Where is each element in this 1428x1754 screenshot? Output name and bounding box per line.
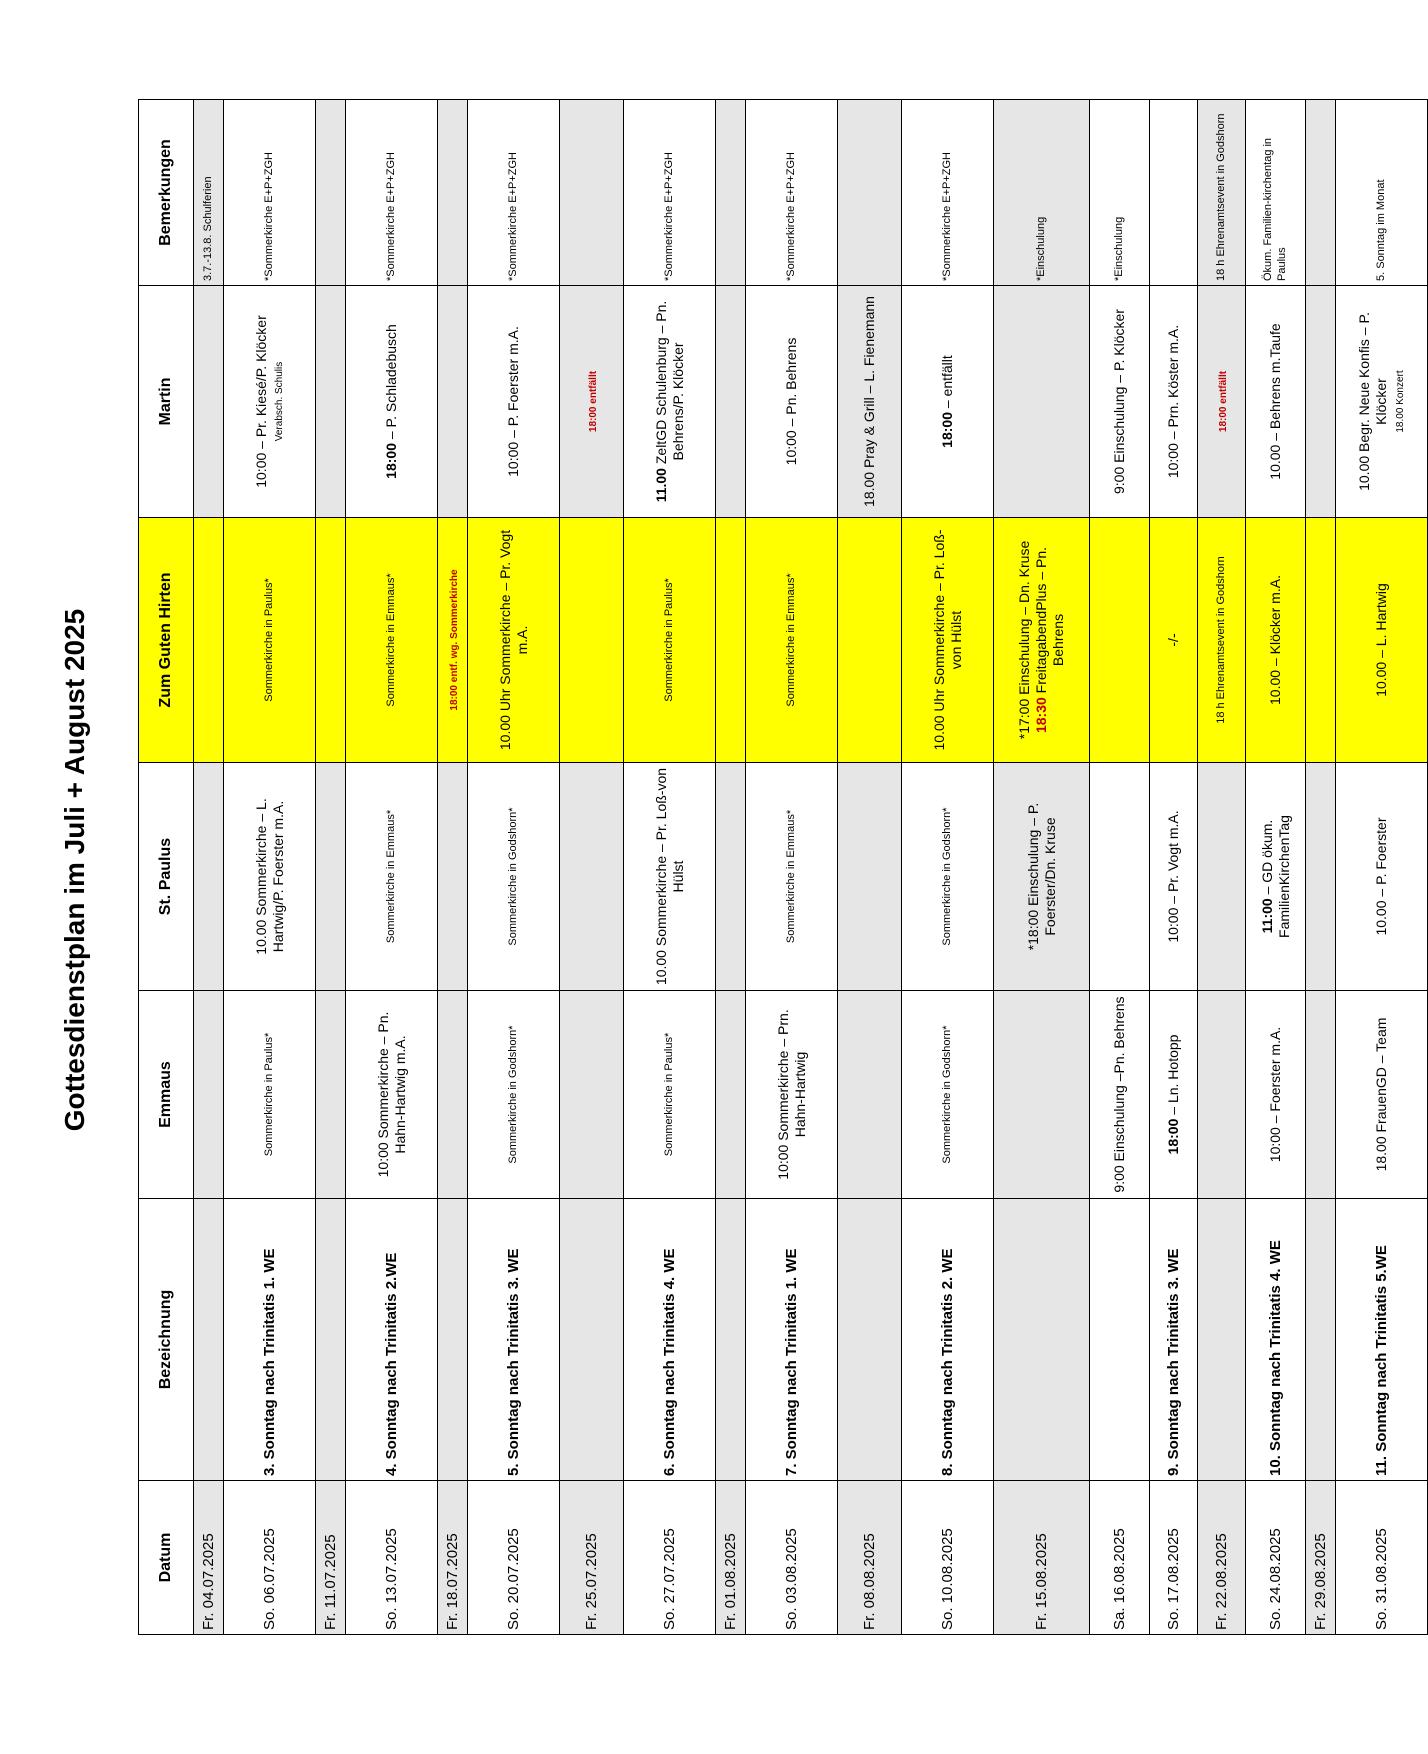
cell-time: 11:00: [1258, 898, 1275, 934]
cell-text: 18:00 entf. wg. Sommerkirche: [449, 569, 460, 711]
cell-text: 10.00 Uhr Sommerkirche – Pr. Vogt m.A.: [496, 529, 530, 751]
header-hirten: Zum Guten Hirten: [139, 518, 194, 763]
cell-bezeichnung: [438, 1199, 468, 1481]
table-row: [1336, 100, 1428, 1635]
table-row: [1090, 100, 1150, 1635]
cell-text: 10:00 Sommerkirche – Pn. Hahn-Hartwig m.A.: [374, 1011, 408, 1178]
cell-datum: [224, 1481, 316, 1635]
cell-bezeichnung: [624, 1199, 716, 1481]
cell-martin: [560, 286, 624, 518]
cell-paulus: [1306, 763, 1336, 991]
cell-emmaus: [224, 991, 316, 1199]
cell-paulus: [994, 763, 1090, 991]
header-bemerkungen: Bemerkungen: [139, 100, 194, 286]
cell-emmaus: [1198, 991, 1246, 1199]
cell-bemerkungen: [1306, 100, 1336, 286]
cell-paulus: [346, 763, 438, 991]
cell-bezeichnung: [1198, 1199, 1246, 1481]
cell-text: *17:00 Einschulung – Dn. Kruse: [1016, 540, 1033, 740]
cell-text: 6. Sonntag nach Trinitatis 4. WE: [660, 1248, 678, 1476]
cell-text: 4. Sonntag nach Trinitatis 2.WE: [382, 1252, 400, 1476]
cell-emmaus: [1150, 991, 1198, 1199]
cell-hirten: [994, 518, 1090, 763]
schedule-table: [138, 99, 1428, 1635]
cell-hirten: [346, 518, 438, 763]
cell-hirten: [224, 518, 316, 763]
table-row: [316, 100, 346, 1635]
cell-paulus: [224, 763, 316, 991]
cell-hirten: [560, 518, 624, 763]
table-row: [468, 100, 560, 1635]
cell-paulus: [560, 763, 624, 991]
cell-paulus: [468, 763, 560, 991]
cell-datum: [994, 1481, 1090, 1635]
cell-text: So. 24.08.2025: [1266, 1528, 1284, 1630]
cell-text: 18 h Ehrenamtsevent in Godshorn: [1214, 113, 1227, 281]
cell-datum: [560, 1481, 624, 1635]
cell-text: Sommerkirche in Paulus*: [662, 578, 675, 702]
cell-emmaus: [746, 991, 838, 1199]
cell-bemerkungen: [1150, 100, 1198, 286]
cell-text: 3. Sonntag nach Trinitatis 1. WE: [260, 1248, 278, 1476]
cell-hirten: [838, 518, 902, 763]
cell-martin: [346, 286, 438, 518]
cell-hirten: [902, 518, 994, 763]
cell-paulus: [1246, 763, 1306, 991]
table-row: [902, 100, 994, 1635]
cell-datum: [316, 1481, 346, 1635]
cell-text: Fr. 25.07.2025: [582, 1533, 600, 1630]
table-row: [224, 100, 316, 1635]
cell-text: 10.00 Begr. Neue Konfis – P. Klöcker: [1356, 312, 1389, 491]
cell-note: 18.00 Konzert: [1394, 370, 1406, 433]
cell-datum: [1306, 1481, 1336, 1635]
cell-text: 18 h Ehrenamtsevent in Godshorn: [1214, 556, 1227, 724]
cell-text: 9. Sonntag nach Trinitatis 3. WE: [1164, 1248, 1182, 1476]
cell-bezeichnung: [1090, 1199, 1150, 1481]
cell-text: Sommerkirche in Godshorn*: [940, 1025, 953, 1164]
cell-text: 18:00 entfällt: [588, 370, 599, 433]
table-row: [1246, 100, 1306, 1635]
cell-text: 10:00 – Foerster m.A.: [1267, 1026, 1284, 1163]
table-row: [1306, 100, 1336, 1635]
cell-text: 10:00 – Prn. Köster m.A.: [1165, 324, 1182, 479]
cell-bezeichnung: [994, 1199, 1090, 1481]
table-row: [994, 100, 1090, 1635]
header-datum: Datum: [139, 1481, 194, 1635]
cell-hirten: [1336, 518, 1428, 763]
cell-hirten: [194, 518, 224, 763]
cell-datum: [624, 1481, 716, 1635]
cell-text: Sommerkirche in Emmaus*: [384, 809, 397, 944]
cell-datum: [838, 1481, 902, 1635]
cell-bezeichnung: [224, 1199, 316, 1481]
cell-text: 5. Sonntag nach Trinitatis 3. WE: [504, 1248, 522, 1476]
header-row: [139, 100, 194, 1635]
cell-text: 9:00 Einschulung –Pn. Behrens: [1111, 996, 1128, 1193]
cell-datum: [746, 1481, 838, 1635]
cell-martin: [468, 286, 560, 518]
cell-text: 10:00 Sommerkirche – Prn. Hahn-Hartwig: [774, 1009, 808, 1180]
cell-datum: [1336, 1481, 1428, 1635]
cell-paulus: [1150, 763, 1198, 991]
cell-emmaus: [994, 991, 1090, 1199]
cell-text: 10.00 – Klöcker m.A.: [1267, 575, 1284, 705]
cell-text: – entfällt: [939, 355, 956, 413]
schedule-rotated-container: [138, 100, 1406, 1635]
cell-datum: [194, 1481, 224, 1635]
cell-text: 5. Sonntag im Monat: [1374, 179, 1387, 281]
cell-text: Ökum. Familien-kirchentag in Paulus: [1262, 137, 1288, 281]
cell-bezeichnung: [1306, 1199, 1336, 1481]
cell-paulus: [194, 763, 224, 991]
cell-text: *Sommerkirche E+P+ZGH: [940, 152, 953, 281]
cell-text: *Sommerkirche E+P+ZGH: [662, 152, 675, 281]
table-row: [746, 100, 838, 1635]
cell-text: 10.00 – L. Hartwig: [1373, 583, 1390, 697]
cell-martin: [1090, 286, 1150, 518]
cell-martin: [624, 286, 716, 518]
cell-paulus: [624, 763, 716, 991]
table-row: [560, 100, 624, 1635]
table-row: [624, 100, 716, 1635]
cell-martin: [1306, 286, 1336, 518]
cell-martin: [194, 286, 224, 518]
cell-martin: [838, 286, 902, 518]
cell-martin: [316, 286, 346, 518]
cell-time: 18:30: [1033, 697, 1050, 734]
cell-bemerkungen: [716, 100, 746, 286]
cell-text: So. 13.07.2025: [382, 1528, 400, 1630]
table-row: [194, 100, 224, 1635]
cell-datum: [716, 1481, 746, 1635]
table-row: [438, 100, 468, 1635]
cell-text: 18.00 FrauenGD – Team: [1373, 1017, 1390, 1172]
cell-datum: [468, 1481, 560, 1635]
cell-text: *Sommerkirche E+P+ZGH: [784, 152, 797, 281]
cell-hirten: [624, 518, 716, 763]
cell-hirten: [316, 518, 346, 763]
cell-text: *Einschulung: [1112, 216, 1125, 281]
cell-emmaus: [346, 991, 438, 1199]
cell-text: Fr. 11.07.2025: [321, 1534, 339, 1630]
cell-datum: [346, 1481, 438, 1635]
cell-paulus: [746, 763, 838, 991]
cell-time: 11.00: [652, 468, 669, 503]
cell-time: 18:00: [383, 443, 400, 479]
cell-bezeichnung: [902, 1199, 994, 1481]
cell-martin: [1246, 286, 1306, 518]
cell-bemerkungen: [902, 100, 994, 286]
cell-paulus: [1336, 763, 1428, 991]
cell-text: Sommerkirche in Emmaus*: [784, 573, 797, 707]
cell-bezeichnung: [468, 1199, 560, 1481]
cell-text-2: FreitagabendPlus – Pn. Behrens: [1033, 546, 1066, 698]
cell-text: *Sommerkirche E+P+ZGH: [262, 152, 275, 281]
cell-datum: [1150, 1481, 1198, 1635]
table-row: [1150, 100, 1198, 1635]
cell-emmaus: [560, 991, 624, 1199]
cell-text: 10.00 Sommerkirche – Pr. Loß-von Hülst: [652, 767, 686, 986]
cell-paulus: [316, 763, 346, 991]
cell-text: 9:00 Einschulung – P. Klöcker: [1111, 309, 1128, 494]
cell-text: 7. Sonntag nach Trinitatis 1. WE: [782, 1248, 800, 1476]
cell-text: 8. Sonntag nach Trinitatis 2. WE: [938, 1248, 956, 1476]
cell-text: – Ln. Hotopp: [1165, 1034, 1182, 1119]
cell-text: So. 06.07.2025: [260, 1528, 278, 1630]
cell-text: Fr. 04.07.2025: [199, 1533, 217, 1630]
cell-text: Sommerkirche in Emmaus*: [784, 809, 797, 944]
schedule-body: [194, 100, 1428, 1635]
table-row: [838, 100, 902, 1635]
cell-bezeichnung: [1336, 1199, 1428, 1481]
cell-text: 10:00 – Pr. Vogt m.A.: [1165, 810, 1182, 943]
cell-bemerkungen: [316, 100, 346, 286]
cell-text: Sommerkirche in Godshorn*: [506, 1025, 519, 1164]
cell-text: Fr. 22.08.2025: [1212, 1533, 1230, 1630]
header-emmaus: Emmaus: [139, 991, 194, 1199]
cell-datum: [1090, 1481, 1150, 1635]
cell-bemerkungen: [838, 100, 902, 286]
cell-martin: [716, 286, 746, 518]
cell-text: So. 27.07.2025: [660, 1528, 678, 1630]
cell-text: 10. Sonntag nach Trinitatis 4. WE: [1266, 1240, 1284, 1476]
cell-bemerkungen: [1198, 100, 1246, 286]
cell-emmaus: [1090, 991, 1150, 1199]
cell-text: 18.00 Pray & Grill – L. Fienemann: [861, 296, 878, 507]
cell-bezeichnung: [560, 1199, 624, 1481]
cell-hirten: [1306, 518, 1336, 763]
cell-text: 10.00 Uhr Sommerkirche – Pr. Loß-von Hülst: [930, 529, 964, 751]
cell-paulus: [1090, 763, 1150, 991]
cell-text: 10.00 – Behrens m.Taufe: [1267, 323, 1284, 480]
cell-hirten: [1090, 518, 1150, 763]
cell-text: *18:00 Einschulung – P. Foerster/Dn. Kruse: [1024, 802, 1058, 951]
cell-text: Sommerkirche in Emmaus*: [384, 573, 397, 707]
cell-text: Sommerkirche in Paulus*: [662, 1032, 675, 1157]
cell-paulus: [1198, 763, 1246, 991]
cell-bezeichnung: [1246, 1199, 1306, 1481]
cell-text: 10:00 – P. Foerster m.A.: [505, 326, 522, 477]
page-title: Gottesdienstplan im Juli + August 2025: [59, 608, 90, 1132]
cell-emmaus: [1336, 991, 1428, 1199]
cell-text: Fr. 01.08.2025: [721, 1533, 739, 1630]
cell-martin: [224, 286, 316, 518]
table-row: [1198, 100, 1246, 1635]
cell-text: *Sommerkirche E+P+ZGH: [506, 152, 519, 281]
header-paulus: St. Paulus: [139, 763, 194, 991]
cell-bemerkungen: [1246, 100, 1306, 286]
cell-emmaus: [468, 991, 560, 1199]
cell-paulus: [838, 763, 902, 991]
cell-text: 11. Sonntag nach Trinitatis 5.WE: [1372, 1245, 1390, 1476]
cell-bemerkungen: [468, 100, 560, 286]
cell-bemerkungen: [194, 100, 224, 286]
cell-bemerkungen: [346, 100, 438, 286]
cell-emmaus: [194, 991, 224, 1199]
cell-text: 3.7.-13.8. Schulferien: [201, 176, 214, 281]
cell-bemerkungen: [1090, 100, 1150, 286]
cell-emmaus: [1246, 991, 1306, 1199]
cell-text: Sa. 16.08.2025: [1110, 1528, 1128, 1630]
table-row: [346, 100, 438, 1635]
cell-emmaus: [624, 991, 716, 1199]
cell-text: 10.00 Sommerkirche – L. Hartwig/P. Foerster m.A.: [252, 798, 286, 955]
cell-text: Fr. 08.08.2025: [860, 1533, 878, 1630]
cell-datum: [438, 1481, 468, 1635]
cell-hirten: [1198, 518, 1246, 763]
cell-paulus: [438, 763, 468, 991]
cell-bezeichnung: [316, 1199, 346, 1481]
cell-note: Verabsch. Schulis: [274, 361, 286, 442]
cell-text: ZeltGD Schulenburg – Pn. Behrens/P. Klöcker: [652, 300, 686, 469]
cell-emmaus: [1306, 991, 1336, 1199]
cell-hirten: [438, 518, 468, 763]
cell-text: Fr. 18.07.2025: [443, 1533, 461, 1630]
cell-time: 18:00: [939, 412, 956, 448]
cell-bemerkungen: [560, 100, 624, 286]
cell-hirten: [1150, 518, 1198, 763]
cell-text: – P. Schladebusch: [383, 324, 400, 444]
cell-text: Sommerkirche in Godshorn*: [940, 807, 953, 946]
cell-hirten: [716, 518, 746, 763]
cell-bemerkungen: [994, 100, 1090, 286]
cell-emmaus: [838, 991, 902, 1199]
cell-text: *Einschulung: [1034, 216, 1047, 281]
cell-bemerkungen: [746, 100, 838, 286]
cell-paulus: [716, 763, 746, 991]
cell-bemerkungen: [438, 100, 468, 286]
cell-martin: [1150, 286, 1198, 518]
header-martin: Martin: [139, 286, 194, 518]
cell-bemerkungen: [1336, 100, 1428, 286]
cell-datum: [902, 1481, 994, 1635]
cell-text: Sommerkirche in Godshorn*: [506, 807, 519, 946]
cell-text: So. 17.08.2025: [1164, 1528, 1182, 1630]
cell-text: Fr. 15.08.2025: [1032, 1533, 1050, 1630]
table-row: [716, 100, 746, 1635]
cell-emmaus: [716, 991, 746, 1199]
cell-martin: [902, 286, 994, 518]
cell-bezeichnung: [346, 1199, 438, 1481]
cell-text: Sommerkirche in Paulus*: [262, 578, 275, 702]
cell-text: So. 03.08.2025: [782, 1528, 800, 1630]
cell-text: 10.00 – P. Foerster: [1373, 817, 1390, 936]
header-bezeichnung: Bezeichnung: [139, 1199, 194, 1481]
cell-martin: [994, 286, 1090, 518]
cell-bezeichnung: [838, 1199, 902, 1481]
cell-datum: [1246, 1481, 1306, 1635]
cell-emmaus: [316, 991, 346, 1199]
cell-bemerkungen: [624, 100, 716, 286]
cell-text: *Sommerkirche E+P+ZGH: [384, 152, 397, 281]
cell-hirten: [1246, 518, 1306, 763]
cell-text: So. 31.08.2025: [1372, 1528, 1390, 1630]
cell-text: 10:00 – Pr. Kiesé/P. Klöcker: [252, 315, 269, 488]
cell-emmaus: [438, 991, 468, 1199]
cell-bezeichnung: [746, 1199, 838, 1481]
cell-time: 18:00: [1165, 1118, 1182, 1155]
cell-text: So. 10.08.2025: [938, 1528, 956, 1630]
cell-datum: [1198, 1481, 1246, 1635]
cell-text: Fr. 29.08.2025: [1311, 1533, 1329, 1630]
cell-bemerkungen: [224, 100, 316, 286]
cell-martin: [1198, 286, 1246, 518]
cell-martin: [1336, 286, 1428, 518]
cell-martin: [746, 286, 838, 518]
cell-bezeichnung: [1150, 1199, 1198, 1481]
cell-emmaus: [902, 991, 994, 1199]
cell-text: Sommerkirche in Paulus*: [262, 1032, 275, 1157]
cell-bezeichnung: [716, 1199, 746, 1481]
cell-bezeichnung: [194, 1199, 224, 1481]
cell-text: -/-: [1165, 633, 1182, 647]
cell-martin: [438, 286, 468, 518]
cell-text: 10:00 – Pn. Behrens: [783, 337, 800, 466]
cell-text: 18:00 entfällt: [1218, 370, 1229, 433]
cell-text: So. 20.07.2025: [504, 1528, 522, 1630]
cell-hirten: [468, 518, 560, 763]
cell-hirten: [746, 518, 838, 763]
cell-text: – GD ökum. FamilienKirchenTag: [1258, 815, 1292, 938]
cell-paulus: [902, 763, 994, 991]
